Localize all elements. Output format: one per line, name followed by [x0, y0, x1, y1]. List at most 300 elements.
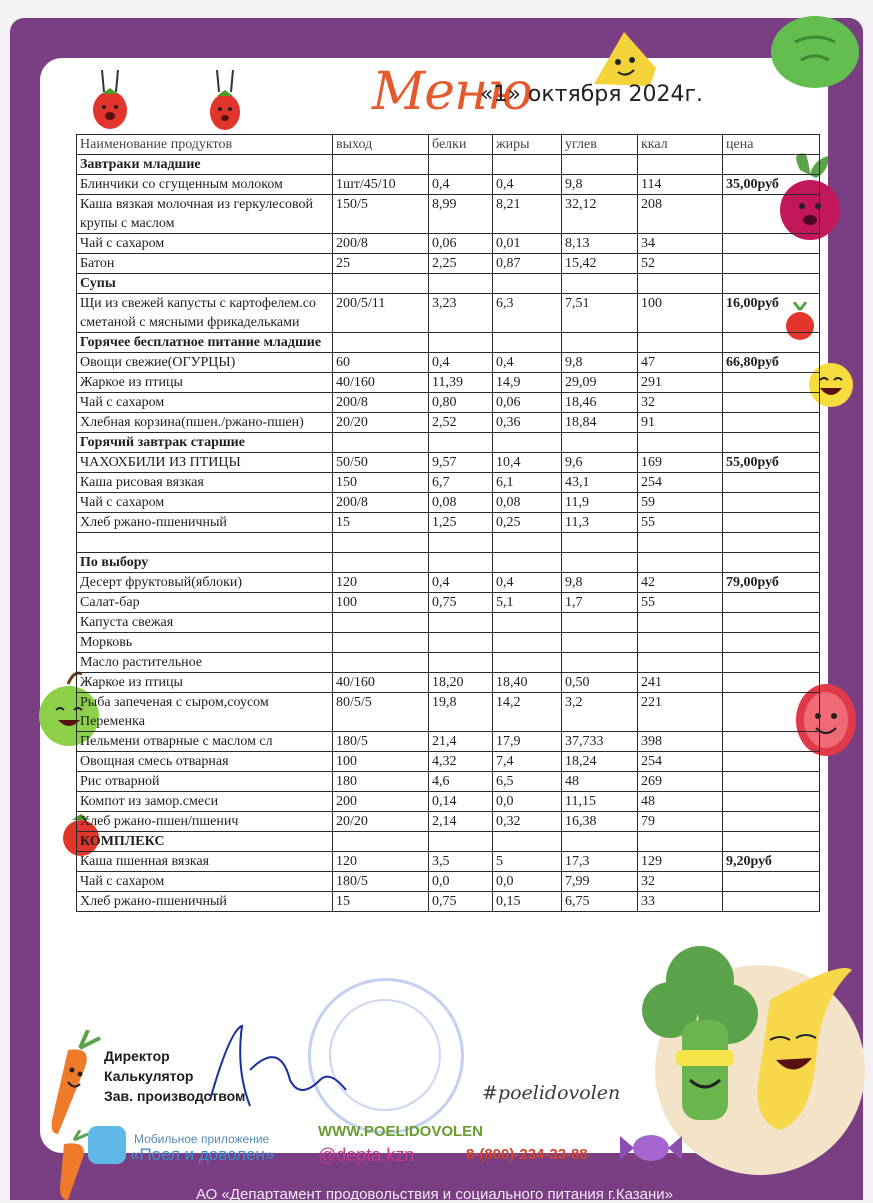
table-row: [77, 294, 820, 333]
cell-kcal: 79: [638, 812, 723, 832]
cell-out: [333, 653, 429, 673]
cell-f: 0,32: [493, 812, 562, 832]
cell-f: 0,25: [493, 513, 562, 533]
cell-price: [723, 693, 820, 732]
section-title: По выбору: [77, 553, 333, 573]
column-header: выход: [333, 135, 429, 155]
cell-price: [723, 872, 820, 892]
cell-c: [562, 613, 638, 633]
column-header: цена: [723, 135, 820, 155]
cell-price: 16,00руб: [723, 294, 820, 333]
cell-name: Чай с сахаром: [77, 493, 333, 513]
cell-f: [493, 613, 562, 633]
cell-price: [723, 513, 820, 533]
cell-price: [723, 653, 820, 673]
cell-kcal: 114: [638, 175, 723, 195]
empty-cell: [429, 553, 493, 573]
cell-name: Щи из свежей капусты с картофелем.со сметаной с мясными фрикадельками: [77, 294, 333, 333]
cell-name: Компот из замор.смеси: [77, 792, 333, 812]
cell-price: [723, 234, 820, 254]
cell-c: 11,9: [562, 493, 638, 513]
cell-kcal: 398: [638, 732, 723, 752]
table-row: [77, 613, 820, 633]
column-header: ккал: [638, 135, 723, 155]
section-title: КОМПЛЕКС: [77, 832, 333, 852]
footer-organization: АО «Департамент продовольствия и социального питания г.Казани»: [196, 1186, 673, 1203]
website-link: WWW.POELIDOVOLEN: [318, 1123, 483, 1140]
table-row: [77, 792, 820, 812]
column-header: углев: [562, 135, 638, 155]
empty-cell: [493, 274, 562, 294]
cell-price: [723, 373, 820, 393]
cell-price: 9,20руб: [723, 852, 820, 872]
table-row: [77, 413, 820, 433]
section-row: [77, 333, 820, 353]
cell-c: 9,8: [562, 573, 638, 593]
cell-c: 18,84: [562, 413, 638, 433]
cell-c: 15,42: [562, 254, 638, 274]
cell-p: 0,08: [429, 493, 493, 513]
cell-name: Пельмени отварные с маслом сл: [77, 732, 333, 752]
cell-name: Капуста свежая: [77, 613, 333, 633]
cell-c: 48: [562, 772, 638, 792]
cell-f: 6,1: [493, 473, 562, 493]
cell-out: 120: [333, 573, 429, 593]
empty-cell: [638, 553, 723, 573]
cell-name: Хлеб ржано-пшен/пшенич: [77, 812, 333, 832]
candy-icon: [616, 1128, 686, 1168]
cell-kcal: 32: [638, 872, 723, 892]
cell-price: [723, 892, 820, 912]
cell-name: Чай с сахаром: [77, 234, 333, 254]
hashtag: #poelidovolen: [482, 1082, 621, 1104]
cell-out: 60: [333, 353, 429, 373]
cell-out: 1шт/45/10: [333, 175, 429, 195]
table-row: [77, 892, 820, 912]
cell-kcal: [638, 653, 723, 673]
cell-c: 43,1: [562, 473, 638, 493]
cell-c: 9,8: [562, 175, 638, 195]
column-header: жиры: [493, 135, 562, 155]
cell-out: 180: [333, 772, 429, 792]
cell-p: 11,39: [429, 373, 493, 393]
empty-cell: [723, 274, 820, 294]
cell-out: 20/20: [333, 812, 429, 832]
cell-kcal: [638, 633, 723, 653]
empty-cell: [638, 155, 723, 175]
table-row: [77, 393, 820, 413]
empty-cell: [562, 155, 638, 175]
cell-p: 2,14: [429, 812, 493, 832]
cell-out: 40/160: [333, 373, 429, 393]
cell-p: 3,5: [429, 852, 493, 872]
table-row: [77, 234, 820, 254]
cell-f: 14,9: [493, 373, 562, 393]
empty-cell: [493, 832, 562, 852]
cell-name: Чай с сахаром: [77, 872, 333, 892]
cell-f: 0,36: [493, 413, 562, 433]
cell-kcal: 254: [638, 473, 723, 493]
calculator-label: Калькулятор: [104, 1068, 194, 1084]
empty-cell: [638, 274, 723, 294]
cell-out: 150/5: [333, 195, 429, 234]
cell-name: Десерт фруктовый(яблоки): [77, 573, 333, 593]
empty-cell: [493, 333, 562, 353]
cell-c: 32,12: [562, 195, 638, 234]
cell-p: 2,52: [429, 413, 493, 433]
empty-cell: [723, 832, 820, 852]
cell-p: 4,6: [429, 772, 493, 792]
cell-kcal: 47: [638, 353, 723, 373]
cell-name: Хлеб ржано-пшеничный: [77, 513, 333, 533]
empty-cell: [429, 533, 493, 553]
cell-out: [333, 613, 429, 633]
cell-price: [723, 732, 820, 752]
cheese-character-icon: [590, 28, 660, 90]
cell-p: 2,25: [429, 254, 493, 274]
cell-out: 180/5: [333, 872, 429, 892]
empty-cell: [429, 433, 493, 453]
cell-f: [493, 633, 562, 653]
cell-f: 0,87: [493, 254, 562, 274]
cell-f: 14,2: [493, 693, 562, 732]
cell-out: 200: [333, 792, 429, 812]
table-row: [77, 772, 820, 792]
empty-cell: [723, 533, 820, 553]
table-row: [77, 812, 820, 832]
empty-cell: [723, 333, 820, 353]
cell-name: Масло растительное: [77, 653, 333, 673]
table-row: [77, 752, 820, 772]
empty-cell: [493, 533, 562, 553]
empty-cell: [562, 533, 638, 553]
section-row: [77, 433, 820, 453]
cell-p: 0,75: [429, 892, 493, 912]
section-title: Горячий завтрак старшие: [77, 433, 333, 453]
cell-name: Овощная смесь отварная: [77, 752, 333, 772]
cell-f: [493, 653, 562, 673]
cell-out: 20/20: [333, 413, 429, 433]
cell-out: 50/50: [333, 453, 429, 473]
empty-cell: [333, 155, 429, 175]
cell-price: 66,80руб: [723, 353, 820, 373]
cell-price: 35,00руб: [723, 175, 820, 195]
table-row: [77, 872, 820, 892]
cell-f: 0,4: [493, 175, 562, 195]
cell-price: [723, 792, 820, 812]
cell-p: 0,14: [429, 792, 493, 812]
cell-p: 8,99: [429, 195, 493, 234]
cell-p: 0,4: [429, 353, 493, 373]
cell-price: [723, 772, 820, 792]
cell-kcal: 34: [638, 234, 723, 254]
carrot-character-icon: [44, 1030, 104, 1140]
section-row: [77, 832, 820, 852]
table-row: [77, 852, 820, 872]
cell-f: 0,0: [493, 872, 562, 892]
empty-cell: [333, 832, 429, 852]
cell-kcal: 169: [638, 453, 723, 473]
cell-kcal: 32: [638, 393, 723, 413]
cell-p: 19,8: [429, 693, 493, 732]
empty-cell: [562, 433, 638, 453]
cell-f: 0,01: [493, 234, 562, 254]
section-row: [77, 553, 820, 573]
empty-cell: [429, 274, 493, 294]
table-row: [77, 633, 820, 653]
cell-kcal: 55: [638, 513, 723, 533]
empty-cell: [723, 155, 820, 175]
column-header: белки: [429, 135, 493, 155]
empty-cell: [429, 832, 493, 852]
empty-cell: [493, 155, 562, 175]
cell-kcal: 291: [638, 373, 723, 393]
cell-c: 7,51: [562, 294, 638, 333]
cell-c: 17,3: [562, 852, 638, 872]
empty-cell: [562, 553, 638, 573]
table-row: [77, 653, 820, 673]
cell-c: 18,46: [562, 393, 638, 413]
cell-p: 0,80: [429, 393, 493, 413]
cell-kcal: 59: [638, 493, 723, 513]
cell-out: [333, 633, 429, 653]
cell-price: [723, 195, 820, 234]
cell-name: Батон: [77, 254, 333, 274]
cell-c: 9,8: [562, 353, 638, 373]
cell-out: 180/5: [333, 732, 429, 752]
column-header: Наименование продуктов: [77, 135, 333, 155]
cell-p: 4,32: [429, 752, 493, 772]
cell-f: 6,5: [493, 772, 562, 792]
empty-cell: [638, 832, 723, 852]
cell-out: 15: [333, 513, 429, 533]
empty-cell: [77, 533, 333, 553]
cell-price: [723, 493, 820, 513]
empty-cell: [333, 333, 429, 353]
tomato-character-icon: [88, 70, 132, 140]
cell-name: Каша вязкая молочная из геркулесовой крупы с маслом: [77, 195, 333, 234]
cell-c: 3,2: [562, 693, 638, 732]
cell-f: 7,4: [493, 752, 562, 772]
cell-c: 7,99: [562, 872, 638, 892]
empty-cell: [638, 333, 723, 353]
cell-price: [723, 812, 820, 832]
cell-kcal: 129: [638, 852, 723, 872]
cell-kcal: 208: [638, 195, 723, 234]
cell-price: [723, 413, 820, 433]
cell-name: ЧАХОХБИЛИ ИЗ ПТИЦЫ: [77, 453, 333, 473]
cell-kcal: 52: [638, 254, 723, 274]
cell-out: 15: [333, 892, 429, 912]
empty-cell: [333, 553, 429, 573]
cell-c: 11,3: [562, 513, 638, 533]
cell-p: 0,0: [429, 872, 493, 892]
section-title: Горячее бесплатное питание младшие: [77, 333, 333, 353]
empty-cell: [429, 155, 493, 175]
cell-price: 55,00руб: [723, 453, 820, 473]
section-row: [77, 274, 820, 294]
cell-out: 200/8: [333, 234, 429, 254]
lettuce-character-icon: [765, 12, 860, 90]
cell-f: 8,21: [493, 195, 562, 234]
table-row: [77, 493, 820, 513]
table-row: [77, 473, 820, 493]
cell-c: 18,24: [562, 752, 638, 772]
cell-p: 0,4: [429, 175, 493, 195]
cell-f: 0,15: [493, 892, 562, 912]
signature-labels: [104, 1046, 245, 1106]
menu-table: [76, 134, 820, 912]
cell-price: [723, 752, 820, 772]
cell-kcal: 100: [638, 294, 723, 333]
blank-row: [77, 533, 820, 553]
empty-cell: [723, 553, 820, 573]
empty-cell: [562, 832, 638, 852]
cell-kcal: 241: [638, 673, 723, 693]
cell-p: 6,7: [429, 473, 493, 493]
cell-c: 29,09: [562, 373, 638, 393]
menu-logo: Меню: [372, 62, 533, 122]
cell-p: 21,4: [429, 732, 493, 752]
cell-price: [723, 254, 820, 274]
empty-cell: [638, 533, 723, 553]
director-label: Директор: [104, 1048, 170, 1064]
empty-cell: [562, 333, 638, 353]
table-row: [77, 353, 820, 373]
cell-kcal: 269: [638, 772, 723, 792]
cell-p: [429, 613, 493, 633]
mobile-app-icon: [88, 1126, 126, 1164]
table-row: [77, 195, 820, 234]
cell-kcal: [638, 613, 723, 633]
empty-cell: [493, 553, 562, 573]
cell-price: [723, 673, 820, 693]
table-header-row: [77, 135, 820, 155]
empty-cell: [723, 433, 820, 453]
cell-out: 25: [333, 254, 429, 274]
cell-name: Хлеб ржано-пшеничный: [77, 892, 333, 912]
cell-out: 200/5/11: [333, 294, 429, 333]
cell-name: Овощи свежие(ОГУРЦЫ): [77, 353, 333, 373]
cell-name: Жаркое из птицы: [77, 673, 333, 693]
cell-c: 37,733: [562, 732, 638, 752]
section-title: Завтраки младшие: [77, 155, 333, 175]
empty-cell: [638, 433, 723, 453]
cell-name: Морковь: [77, 633, 333, 653]
cell-name: Рыба запеченая с сыром,соусом Переменка: [77, 693, 333, 732]
cell-kcal: 42: [638, 573, 723, 593]
app-name: «Поел и доволен»: [130, 1145, 275, 1164]
cell-out: 150: [333, 473, 429, 493]
cell-p: 0,75: [429, 593, 493, 613]
cell-price: [723, 593, 820, 613]
cell-p: 0,06: [429, 234, 493, 254]
cell-f: 0,0: [493, 792, 562, 812]
table-row: [77, 732, 820, 752]
section-row: [77, 155, 820, 175]
cell-price: [723, 473, 820, 493]
cell-name: Салат-бар: [77, 593, 333, 613]
cell-price: [723, 393, 820, 413]
table-row: [77, 175, 820, 195]
cell-out: 200/8: [333, 493, 429, 513]
cell-f: 6,3: [493, 294, 562, 333]
cell-kcal: 33: [638, 892, 723, 912]
empty-cell: [333, 533, 429, 553]
cell-p: 1,25: [429, 513, 493, 533]
cell-c: 1,7: [562, 593, 638, 613]
menu-date: «1» октября 2024г.: [480, 82, 704, 107]
table-row: [77, 573, 820, 593]
app-label: Мобильное приложение: [134, 1132, 270, 1146]
table-row: [77, 453, 820, 473]
instagram-handle: @depta.kzn: [318, 1145, 415, 1165]
production-head-label: Зав. производством: [104, 1088, 246, 1104]
empty-cell: [429, 333, 493, 353]
empty-cell: [333, 274, 429, 294]
table-row: [77, 693, 820, 732]
cell-name: Чай с сахаром: [77, 393, 333, 413]
cell-p: 0,4: [429, 573, 493, 593]
table-row: [77, 254, 820, 274]
cell-kcal: 91: [638, 413, 723, 433]
cell-f: 0,4: [493, 353, 562, 373]
cell-c: 11,15: [562, 792, 638, 812]
table-row: [77, 593, 820, 613]
empty-cell: [333, 433, 429, 453]
cell-f: 17,9: [493, 732, 562, 752]
cell-name: Каша рисовая вязкая: [77, 473, 333, 493]
cell-c: 16,38: [562, 812, 638, 832]
cell-c: 0,50: [562, 673, 638, 693]
cell-c: 8,13: [562, 234, 638, 254]
cell-p: 18,20: [429, 673, 493, 693]
table-row: [77, 373, 820, 393]
cell-out: 200/8: [333, 393, 429, 413]
cell-name: Каша пшенная вязкая: [77, 852, 333, 872]
cell-f: 0,06: [493, 393, 562, 413]
cell-f: 0,4: [493, 573, 562, 593]
cell-c: 9,6: [562, 453, 638, 473]
table-row: [77, 673, 820, 693]
cell-p: 3,23: [429, 294, 493, 333]
cell-out: 100: [333, 593, 429, 613]
tomato-character-icon: [205, 70, 245, 138]
phone-number: 8-(800)-234-33-88: [466, 1146, 588, 1163]
cell-c: [562, 633, 638, 653]
cell-p: [429, 653, 493, 673]
cell-kcal: 48: [638, 792, 723, 812]
cell-name: Рис отварной: [77, 772, 333, 792]
table-row: [77, 513, 820, 533]
cell-c: 6,75: [562, 892, 638, 912]
cell-price: [723, 613, 820, 633]
cell-f: 5,1: [493, 593, 562, 613]
cell-kcal: 254: [638, 752, 723, 772]
cell-out: 40/160: [333, 673, 429, 693]
cell-out: 80/5/5: [333, 693, 429, 732]
cell-c: [562, 653, 638, 673]
cell-p: [429, 633, 493, 653]
cell-name: Хлебная корзина(пшен./ржано-пшен): [77, 413, 333, 433]
cell-price: 79,00руб: [723, 573, 820, 593]
cell-out: 120: [333, 852, 429, 872]
cell-f: 5: [493, 852, 562, 872]
menu-table-body: [77, 155, 820, 912]
cell-name: Жаркое из птицы: [77, 373, 333, 393]
cell-kcal: 55: [638, 593, 723, 613]
cell-f: 10,4: [493, 453, 562, 473]
